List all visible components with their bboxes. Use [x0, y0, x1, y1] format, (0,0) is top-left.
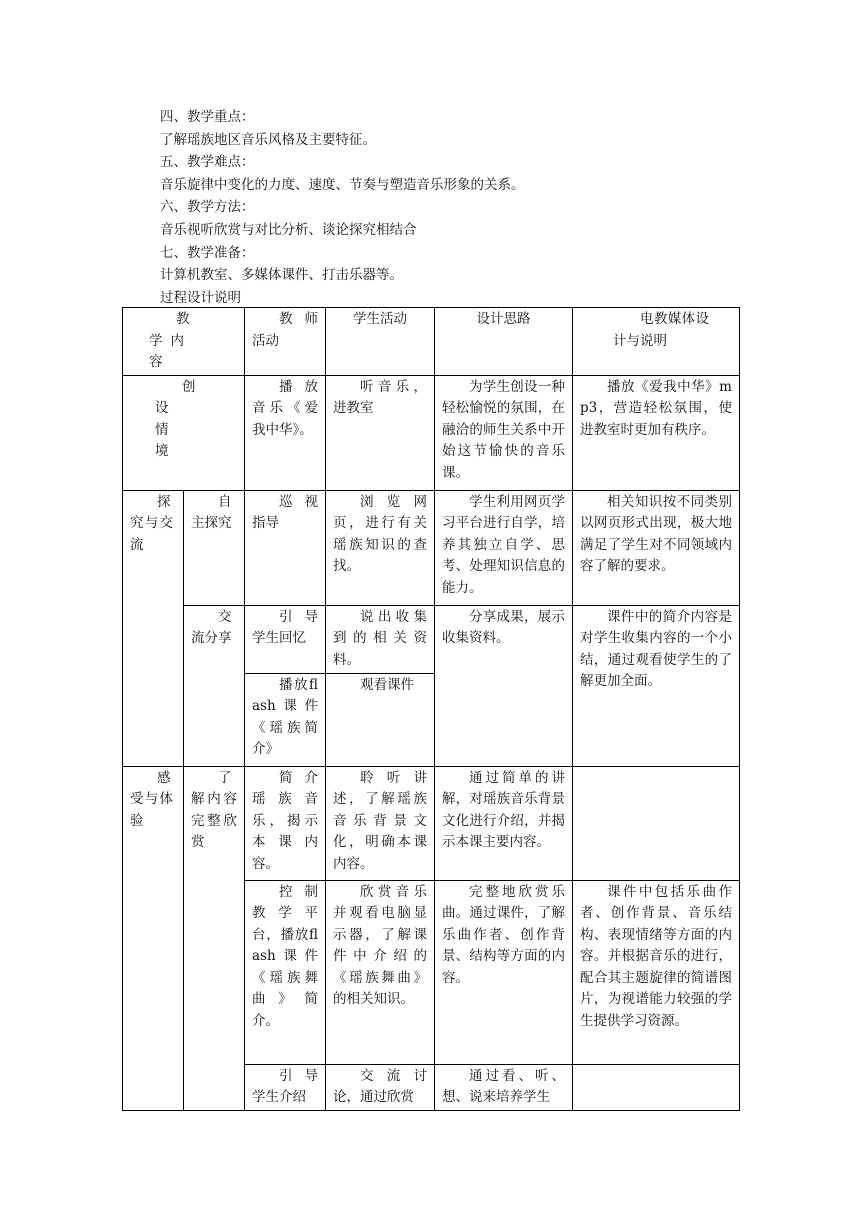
- teacher-activity: 简介瑶族音乐，揭示本课内容。: [245, 766, 326, 880]
- header-teacher-activity: 教师活动: [245, 308, 326, 376]
- table-header-row: [123, 308, 740, 376]
- section-heading-preparation: 七、教学准备：: [160, 244, 255, 261]
- student-activity: 听音乐，进教室: [326, 375, 435, 490]
- table-row: [123, 375, 740, 490]
- teacher-activity: 播放音乐《爱我中华》。: [245, 375, 326, 490]
- design-idea: 为学生创设一种轻松愉悦的氛围，在融洽的师生关系中开始这节愉快的音乐课。: [435, 375, 573, 490]
- difficulties-text: 音乐旋律中变化的力度、速度、节奏与塑造音乐形象的关系。: [160, 176, 525, 193]
- student-activity: 浏览网页，进行有关瑶族知识的查找。: [326, 490, 435, 605]
- content-create-scenario: 创设情境: [123, 375, 245, 490]
- media-design: 播放《爱我中华》mp3，营造轻松氛围，使进教室时更加有秩序。: [573, 375, 740, 490]
- teacher-activity: 引导学生介绍: [245, 1064, 326, 1110]
- media-design: [573, 766, 740, 880]
- student-activity: 聆听讲述，了解瑶族音乐背景文化，明确本课内容。: [326, 766, 435, 880]
- key-points-text: 了解瑶族地区音乐风格及主要特征。: [160, 131, 376, 148]
- teacher-activity: 播放flash课件《瑶族简介》: [245, 673, 326, 766]
- sub-content-learn-appreciate: 了解内容 完整欣赏: [184, 766, 245, 1110]
- media-design: 课件中包括乐曲作者、创作背景、音乐结构、表现情绪等方面的内容。并根据音乐的进行，配合其主题旋律的简谱图片，为视谱能力较强的学生提供学习资源。: [573, 880, 740, 1064]
- media-design: [573, 1064, 740, 1110]
- content-feel-experience: 感受与体验: [123, 766, 184, 1110]
- design-idea: 学生利用网页学习平台进行自学，培养其独立自学、思考、处理知识信息的能力。: [435, 490, 573, 605]
- content-explore-exchange: 探究与交流: [123, 490, 184, 766]
- header-student-activity: 学生活动: [326, 308, 435, 376]
- teacher-activity: 引导学生回忆: [245, 605, 326, 673]
- header-media-design: 电教媒体设计与说明: [573, 308, 740, 376]
- teacher-activity: 控制教学平台，播放flash课件《瑶族舞曲》简介。: [245, 880, 326, 1064]
- media-design: 相关知识按不同类别以网页形式出现，极大地满足了学生对不同领域内容了解的要求。: [573, 490, 740, 605]
- section-heading-difficulties: 五、教学难点：: [160, 154, 255, 171]
- section-heading-methods: 六、教学方法：: [160, 199, 255, 216]
- table-row: [123, 605, 740, 673]
- preparation-text: 计算机教室、多媒体课件、打击乐器等。: [160, 267, 403, 284]
- media-design: 课件中的简介内容是对学生收集内容的一个小结，通过观看使学生的了解更加全面。: [573, 605, 740, 766]
- section-heading-key-points: 四、教学重点：: [160, 109, 255, 125]
- header-teaching-content: 教学内容: [123, 308, 245, 376]
- student-activity: 交流讨论，通过欣赏: [326, 1064, 435, 1110]
- student-activity: 观看课件: [326, 673, 435, 766]
- sub-content-self-explore: 自主探究: [184, 490, 245, 605]
- design-idea: 通过简单的讲解，对瑶族音乐背景文化进行介绍，并揭示本课主要内容。: [435, 766, 573, 880]
- design-idea: 分享成果，展示收集资料。: [435, 605, 573, 766]
- design-idea: 通过看、听、想、说来培养学生: [435, 1064, 573, 1110]
- header-design-idea: 设计思路: [435, 308, 573, 376]
- design-idea: 完整地欣赏乐曲。通过课件，了解乐曲作者、创作背景、结构等方面的内容。: [435, 880, 573, 1064]
- process-design-table: [122, 307, 740, 1111]
- table-title: 过程设计说明: [160, 289, 241, 306]
- table-row: [123, 766, 740, 880]
- teacher-activity: 巡视指导: [245, 490, 326, 605]
- lesson-plan-intro: [160, 106, 760, 309]
- sub-content-exchange-share: 交流分享: [184, 605, 245, 766]
- table-row: [123, 490, 740, 605]
- student-activity: 欣赏音乐并观看电脑显示器，了解课件中介绍的《瑶族舞曲》的相关知识。: [326, 880, 435, 1064]
- student-activity: 说出收集到的相关资料。: [326, 605, 435, 673]
- methods-text: 音乐视听欣赏与对比分析、谈论探究相结合: [160, 221, 417, 238]
